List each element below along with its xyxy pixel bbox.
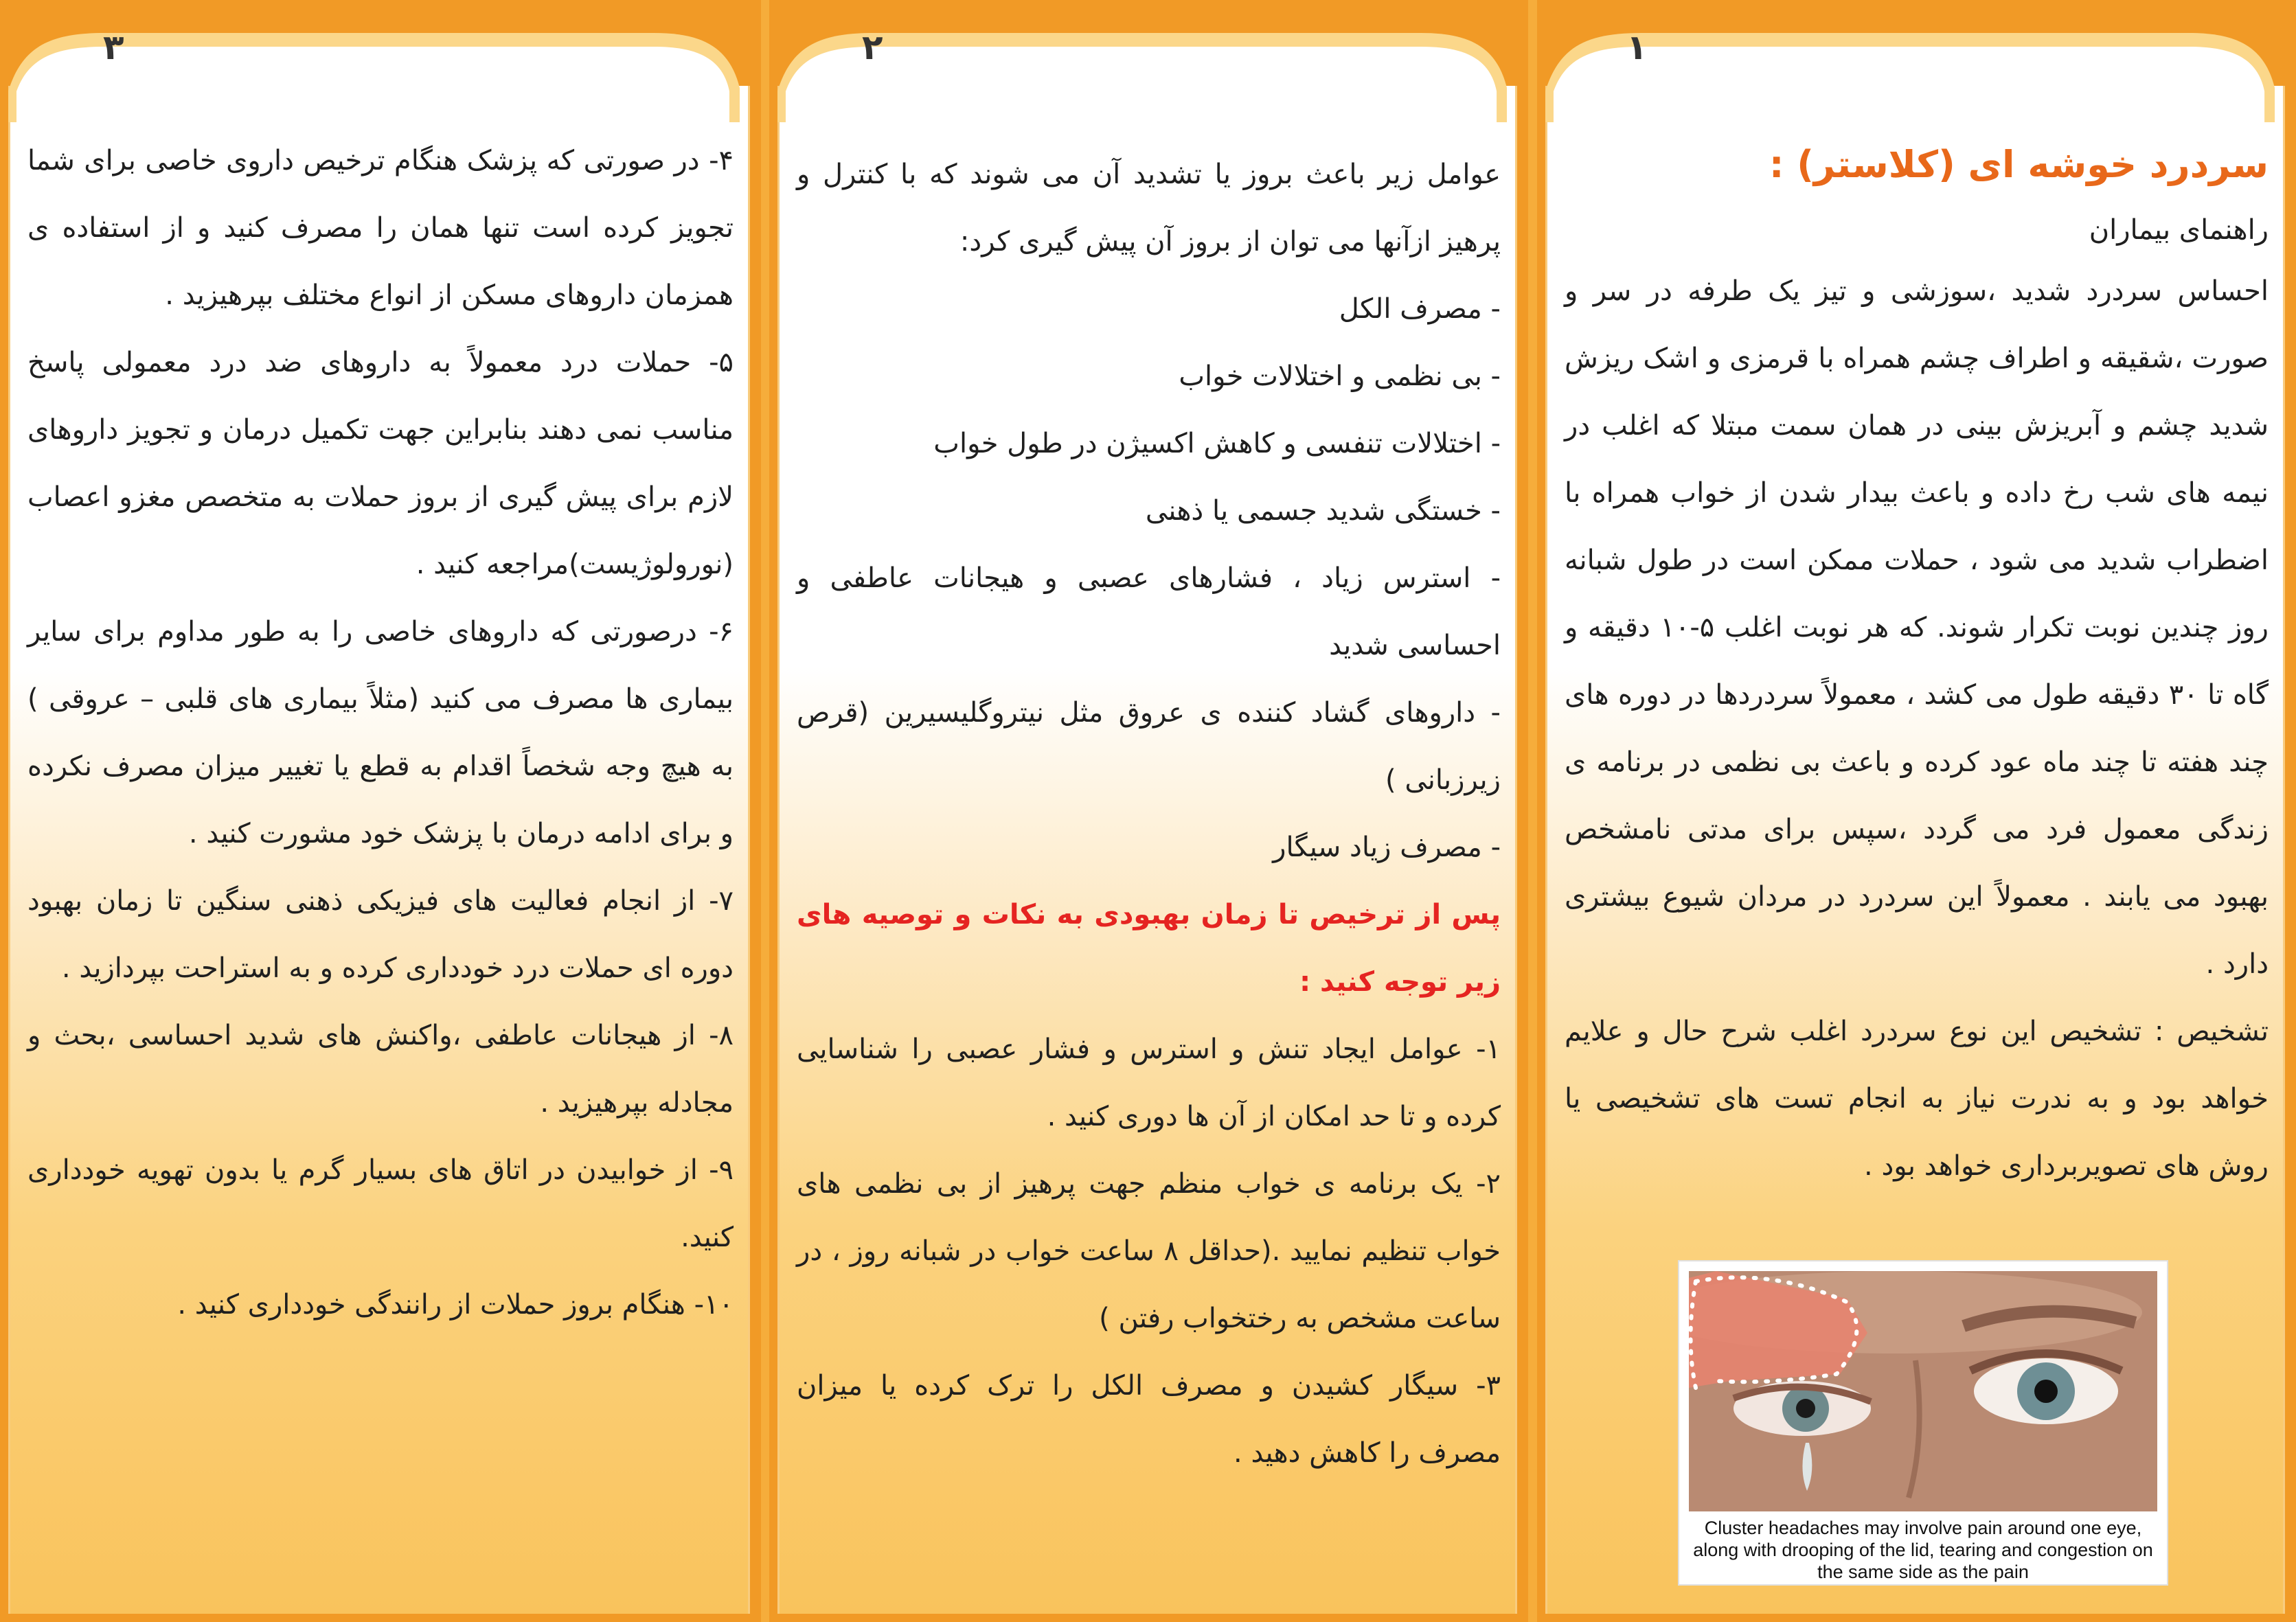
eye-pain-illustration (1689, 1271, 2157, 1511)
factor-item: - بی نظمی و اختلالات خواب (1179, 361, 1501, 392)
factors-intro: عوامل زیر باعث بروز یا تشدید آن می شوند که با کنترل و پرهیز ازآنها می توان از بروز آن پیش گیری کرد: (797, 159, 1501, 258)
tip-7: ۷- از انجام فعالیت های فیزیکی ذهنی سنگین تا زمان بهبود دوره ای حملات درد خودداری کرده و به استراحت بپردازید . (27, 885, 734, 984)
panel-1-header-wave (1545, 5, 2285, 122)
page-number: ۱ (1626, 27, 1648, 67)
tip-5: ۵- حملات درد معمولاً به داروهای ضد درد معمولی پاسخ مناسب نمی دهند بنابراین جهت تکمیل درمان و تجویز داروهای لازم برای پیش گیری از بروز حملات به متخصص مغزو اعصاب (نورولوژیست)مراجعه کنید . (27, 347, 734, 580)
tip-10: ۱۰- هنگام بروز حملات از رانندگی خودداری کنید . (177, 1289, 734, 1321)
panel-page-1 (1537, 0, 2296, 1622)
face-photo (1689, 1271, 2157, 1511)
factor-item: - اختلالات تنفسی و کاهش اکسیژن در طول خواب (933, 428, 1501, 459)
page-number: ۳ (103, 27, 124, 67)
factor-item: - مصرف زیاد سیگار (1273, 832, 1501, 863)
discharge-heading: پس از ترخیص تا زمان بهبودی به نکات و توصیه های زیر توجه کنید : (797, 899, 1501, 998)
factor-item: - خستگی شدید جسمی یا ذهنی (1145, 495, 1501, 527)
page-number: ۲ (862, 27, 883, 67)
tip-9: ۹- از خوابیدن در اتاق های بسیار گرم یا بدون تهویه خودداری کنید. (27, 1154, 734, 1253)
medical-illustration (1678, 1260, 2168, 1586)
factor-item: - داروهای گشاد کننده ی عروق مثل نیتروگلیسیرین (قرص زیرزبانی ) (797, 697, 1501, 796)
tip-8: ۸- از هیجانات عاطفی ،واکنش های شدید احساسی ،بحث و مجادله بپرهیزید . (27, 1020, 734, 1119)
factor-item: - استرس زیاد ، فشارهای عصبی و هیجانات عاطفی و احساسی شدید (797, 562, 1501, 661)
document-title: سردرد خوشه ای (کلاستر) : (1769, 143, 2269, 186)
tip-4: ۴- در صورتی که پزشک هنگام ترخیص داروی خاصی برای شما تجویز کرده است تنها همان را مصرف کنید و از استفاده ی همزمان داروهای مسکن از انواع مختلف بپرهیزید . (27, 145, 734, 311)
panel-page-2 (769, 0, 1528, 1622)
tip-6: ۶- درصورتی که داروهای خاصی را به طور مداوم برای سایر بیماری ها مصرف می کنید (مثلاً بیماری های قلبی – عروقی ) به هیچ وجه شخصاً اقدام به قطع یا تغییر میزان مصرف نکرده و برای ادامه درمان با پزشک خود مشورت کنید . (27, 616, 734, 849)
tip-3: ۳- سیگار کشیدن و مصرف الکل را ترک کرده یا میزان مصرف را کاهش دهید . (797, 1370, 1501, 1469)
panel-1-content (1565, 127, 2269, 1200)
diagnosis-paragraph: تشخیص : تشخیص این نوع سردرد اغلب شرح حال و علایم خواهد بود و به ندرت نیاز به انجام تست های تشخیصی یا روش های تصویربرداری خواهد بود . (1565, 1016, 2269, 1182)
document-subtitle: راهنمای بیماران (2089, 214, 2269, 246)
panel-page-3 (0, 0, 761, 1622)
image-caption: Cluster headaches may involve pain around one eye, along with drooping of the lid, tearing and congestion on the same side as the pain (1693, 1518, 2153, 1582)
tip-1: ۱- عوامل ایجاد تنش و استرس و فشار عصبی را شناسایی کرده و تا حد امکان از آن ها دوری کنید . (797, 1033, 1501, 1132)
description-paragraph: احساس سردرد شدید ،سوزشی و تیز یک طرفه در سر و صورت ،شقیقه و اطراف چشم همراه با قرمزی و اشک ریزش شدید چشم و آبریزش بینی در همان سمت مبتلا که اغلب در نیمه های شب رخ داده و باعث بیدار شدن از خواب همراه با اضطراب شدید می شود ، حملات ممکن است در طول شبانه روز چندین نوبت تکرار شوند. که هر نوبت اغلب ۵-۱۰ دقیقه و گاه تا ۳۰ دقیقه طول می کشد ، معمولاً سردردها در دوره های چند هفته تا چند ماه عود کرده و باعث بی نظمی در برنامه ی زندگی معمول فرد می گردد ،سپس برای مدتی نامشخص بهبود می یابند . معمولاً این سردرد در مردان شیوع بیشتری دارد . (1565, 275, 2269, 980)
tip-2: ۲- یک برنامه ی خواب منظم جهت پرهیز از بی نظمی های خواب تنظیم نمایید .(حداقل ۸ ساعت خواب در شبانه روز ، در ساعت مشخص به رختخواب رفتن ) (797, 1168, 1501, 1334)
panel-2-content (797, 141, 1501, 1487)
factor-item: - مصرف الکل (1339, 293, 1501, 325)
panel-2-header-wave (777, 5, 1517, 122)
panel-3-content (27, 127, 734, 1338)
